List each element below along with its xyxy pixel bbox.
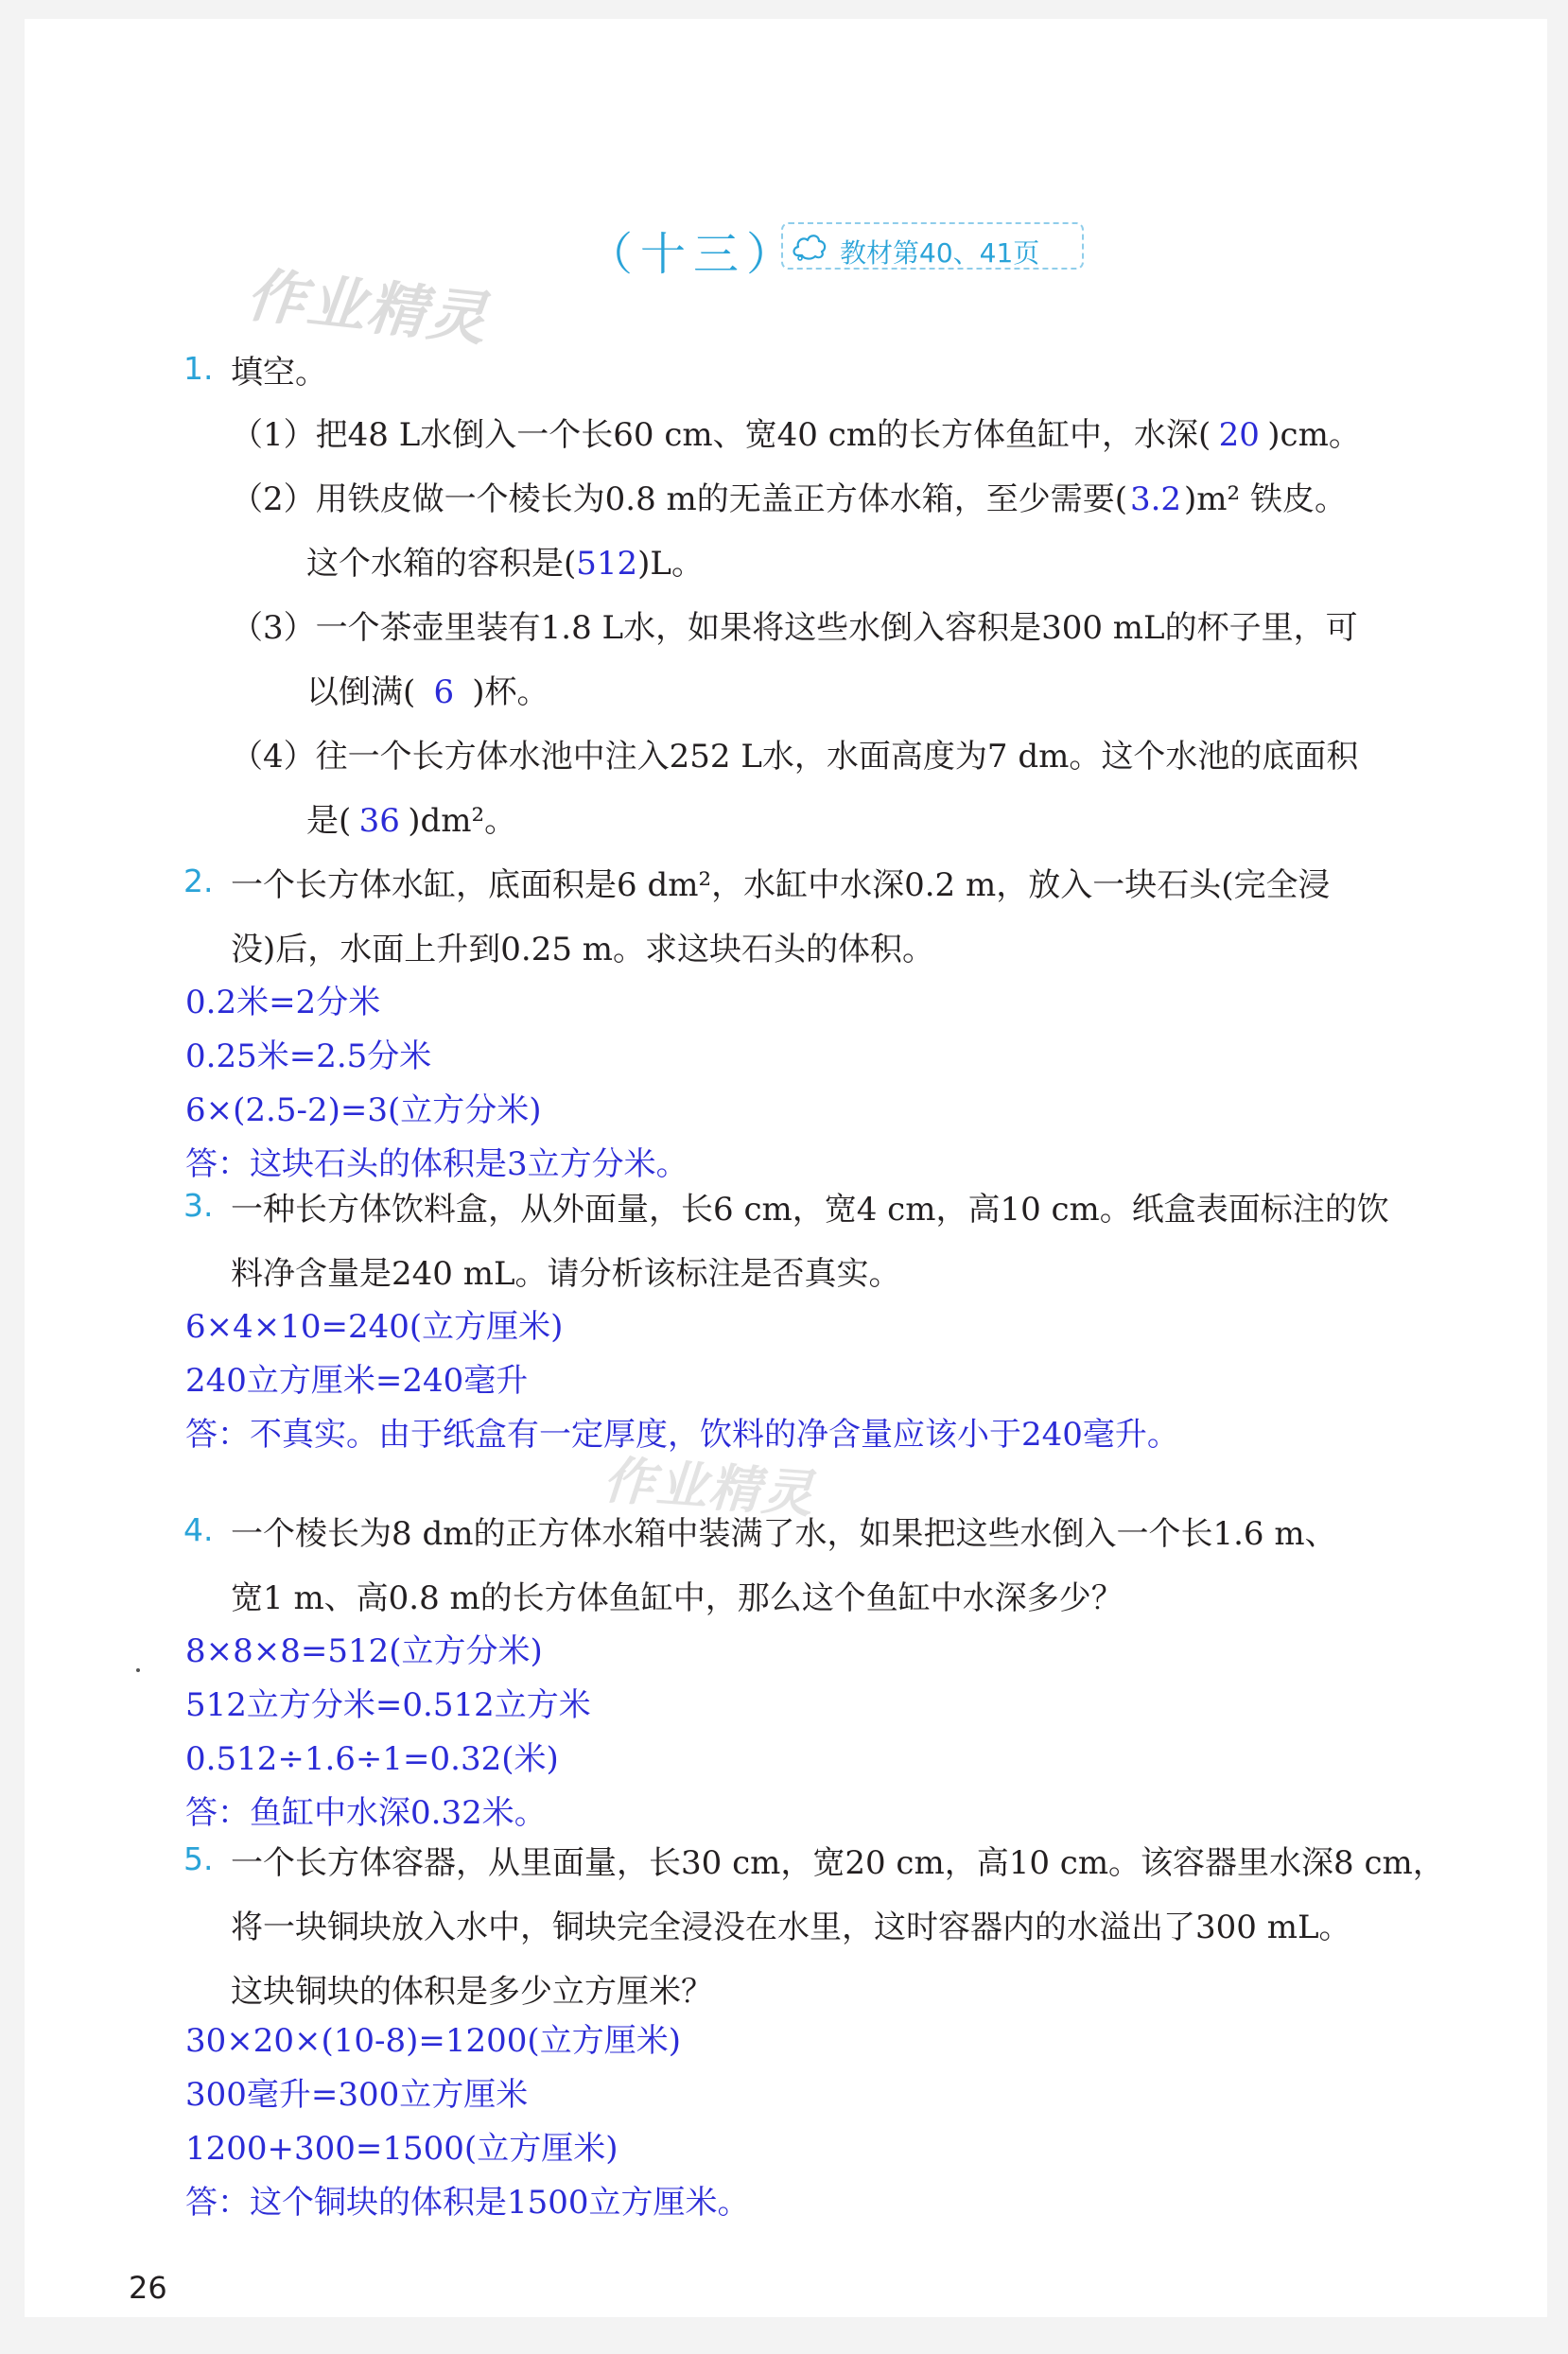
question-1-part-3-cont — [306, 666, 549, 712]
question-5-answer-2: 300毫升=300立方厘米 — [185, 2076, 529, 2114]
question-5-answer-1: 30×20×(10-8)=1200(立方厘米) — [185, 2022, 681, 2060]
question-4-answer-2: 512立方分米=0.512立方米 — [185, 1686, 591, 1724]
question-4-answer-1: 8×8×8=512(立方分米) — [185, 1632, 543, 1670]
section-title: （十三） — [587, 228, 800, 281]
question-5-number: 5. — [183, 1840, 214, 1877]
question-4-line-2: 宽1 m、高0.8 m的长方体鱼缸中，那么这个鱼缸中水深多少？ — [231, 1579, 1124, 1617]
q1-p4-unit: )dm²。 — [408, 802, 517, 840]
page-number: 26 — [129, 2270, 167, 2306]
question-3-line-1: 一种长方体饮料盒，从外面量，长6 cm，宽4 cm，高10 cm。纸盒表面标注的饮 — [231, 1191, 1389, 1229]
q1-p1-unit: )cm。 — [1267, 416, 1361, 454]
question-5-line-1: 一个长方体容器，从里面量，长30 cm，宽20 cm，高10 cm。该容器里水深8 cm， — [231, 1844, 1445, 1882]
watermark-top: 作业精灵 — [243, 259, 492, 355]
q1-p2-text-2: 这个水箱的容积是( — [306, 545, 577, 583]
question-5-line-3: 这块铜块的体积是多少立方厘米？ — [231, 1973, 713, 2011]
question-1-part-4: （4）往一个长方体水池中注入252 L水，水面高度为7 dm。这个水池的底面积 — [231, 738, 1359, 776]
question-1-part-2 — [231, 473, 1347, 519]
question-3-line-2: 料净含量是240 mL。请分析该标注是否真实。 — [231, 1255, 901, 1293]
q1-p1-answer: 20 — [1218, 416, 1260, 454]
question-1-stem: 填空。 — [231, 354, 327, 392]
q1-p4-answer: 36 — [358, 802, 400, 840]
q1-p2-unit: )m² 铁皮。 — [1184, 480, 1347, 518]
question-5-line-2: 将一块铜块放入水中，铜块完全浸没在水里，这时容器内的水溢出了300 mL。 — [231, 1909, 1351, 1946]
question-4-answer-4: 答：鱼缸中水深0.32米。 — [185, 1794, 547, 1832]
worksheet-page — [25, 19, 1547, 2317]
q1-p2-answer: 3.2 — [1129, 480, 1182, 518]
q1-p3-unit: )杯。 — [472, 673, 549, 711]
cloud-icon — [791, 229, 828, 263]
question-4-answer-3: 0.512÷1.6÷1=0.32(米) — [185, 1740, 559, 1778]
question-4-number: 4. — [183, 1511, 214, 1548]
question-2-number: 2. — [183, 863, 214, 899]
question-3-number: 3. — [183, 1187, 214, 1224]
question-2-answer-3: 6×(2.5-2)=3(立方分米) — [185, 1091, 542, 1129]
q1-p2-text: （2）用铁皮做一个棱长为0.8 m的无盖正方体水箱，至少需要( — [231, 480, 1128, 518]
question-5-answer-4: 答：这个铜块的体积是1500立方厘米。 — [185, 2184, 750, 2222]
question-3-answer-1: 6×4×10=240(立方厘米) — [185, 1308, 564, 1346]
question-5-answer-3: 1200+300=1500(立方厘米) — [185, 2130, 618, 2168]
question-4-line-1: 一个棱长为8 dm的正方体水箱中装满了水，如果把这些水倒入一个长1.6 m、 — [231, 1515, 1337, 1553]
q1-p4-text-2: 是( — [306, 802, 352, 840]
question-2-line-2: 没)后，水面上升到0.25 m。求这块石头的体积。 — [231, 931, 935, 968]
question-1-part-4-cont — [306, 794, 516, 841]
question-1-part-1 — [231, 409, 1361, 455]
q1-p1-text: （1）把48 L水倒入一个长60 cm、宽40 cm的长方体鱼缸中，水深( — [231, 416, 1211, 454]
q1-p2-answer-2: 512 — [576, 545, 638, 583]
question-2-answer-4: 答：这块石头的体积是3立方分米。 — [185, 1145, 688, 1183]
q1-p3-text-2: 以倒满( — [306, 673, 416, 711]
stray-dot — [136, 1668, 140, 1672]
question-2-line-1: 一个长方体水缸，底面积是6 dm²，水缸中水深0.2 m，放入一块石头(完全浸 — [231, 866, 1331, 904]
question-2-answer-1: 0.2米=2分米 — [185, 984, 381, 1021]
textbook-reference: 教材第40、41页 — [840, 237, 1040, 269]
q1-p3-answer: 6 — [433, 673, 455, 711]
question-1-number: 1. — [183, 350, 214, 387]
question-1-part-3: （3）一个茶壶里装有1.8 L水，如果将这些水倒入容积是300 mL的杯子里，可 — [231, 609, 1358, 647]
question-2-answer-2: 0.25米=2.5分米 — [185, 1038, 432, 1075]
q1-p2-unit-2: )L。 — [637, 545, 705, 583]
question-3-answer-2: 240立方厘米=240毫升 — [185, 1362, 529, 1400]
question-1-part-2-cont — [306, 537, 704, 584]
watermark-middle: 作业精灵 — [601, 1450, 817, 1525]
question-3-answer-3: 答：不真实。由于纸盒有一定厚度，饮料的净含量应该小于240毫升。 — [185, 1416, 1179, 1454]
